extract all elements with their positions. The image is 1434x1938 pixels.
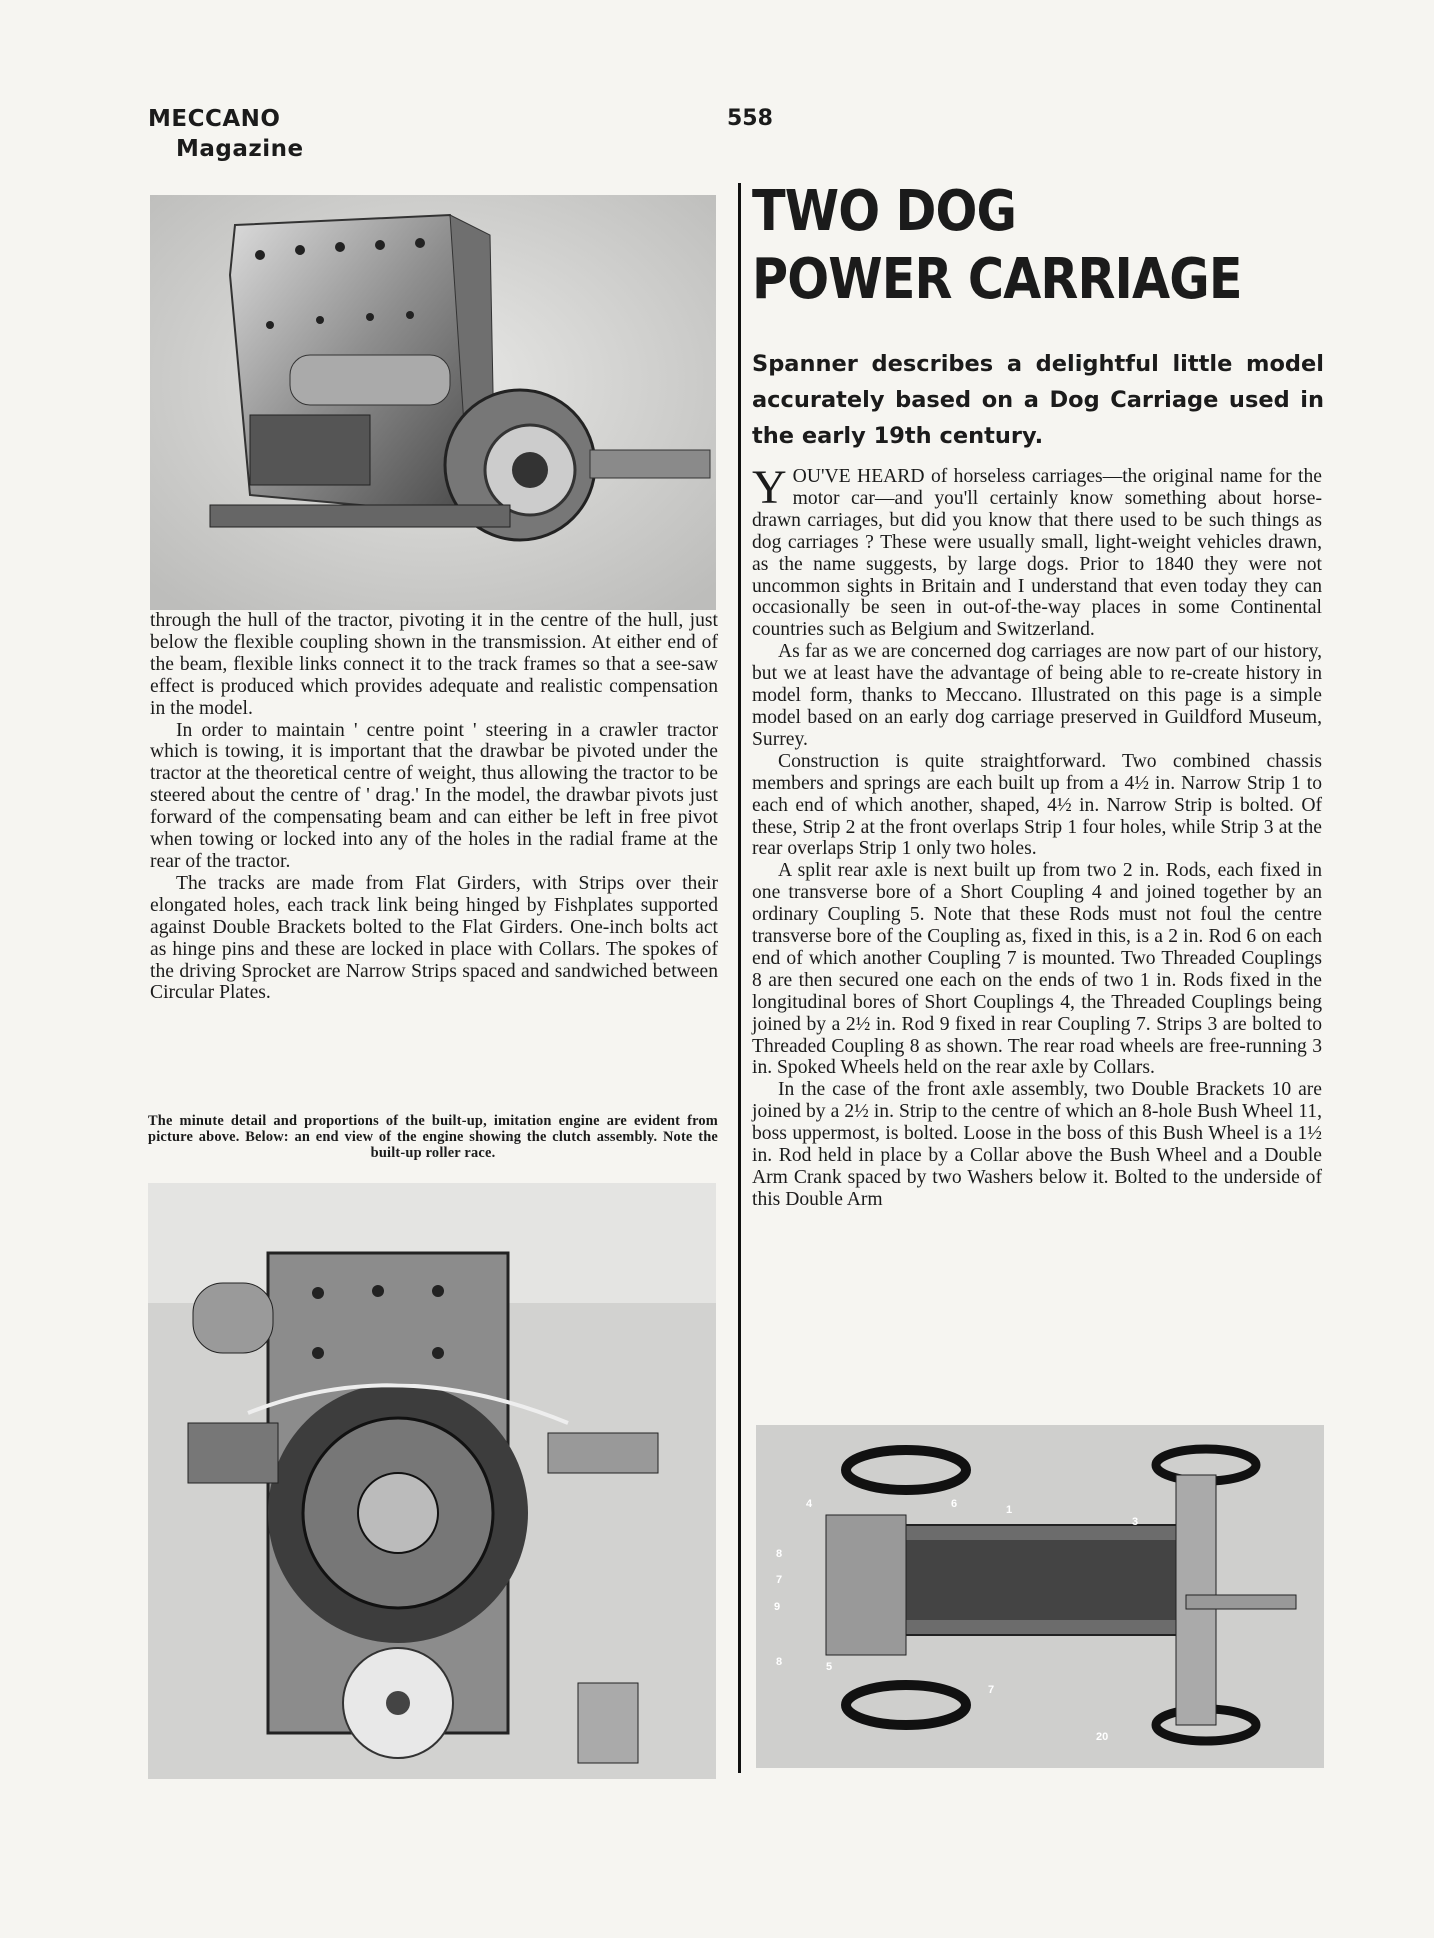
article-deck: Spanner describes a delightful little model accurately based on a Dog Carriage used in the early 19th century. bbox=[752, 351, 1324, 449]
article-paragraph bbox=[752, 461, 1322, 641]
part-label: 3 bbox=[1132, 1516, 1139, 1528]
masthead bbox=[148, 104, 304, 164]
article-paragraph: A split rear axle is next built up from two 2 in. Rods, each fixed in one transverse bore of a Short Coupling 4 and joined together by an ordinary Coupling 5. Note that these Rods must not foul the centre transverse bore of the Coupling as, fixed in this, is a 2 in. Rod 6 on each end of which another Coupling 7 is mounted. Two Threaded Couplings 8 are then secured one each on the ends of two 1 in. Rods fixed in the longitudinal bores of Short Couplings 4, the Threaded Couplings being joined by a 2½ in. Rod 9 fixed in rear Coupling 7. Strips 3 are bolted to Threaded Coupling 8 as shown. The rear road wheels are free-running 3 in. Spoked Wheels held on the rear axle by Collars. bbox=[752, 860, 1322, 1079]
part-label: 7 bbox=[776, 1574, 783, 1586]
engine-end-view-photo bbox=[148, 1183, 716, 1779]
left-paragraph: The tracks are made from Flat Girders, with Strips over their elongated holes, each track link being hinged by Fishplates supported against Double Brackets bolted to the Flat Girders. One-inch bolts act as hinge pins and these are locked in place with Collars. The spokes of the driving Sprocket are Narrow Strips spaced and sandwiched between Circular Plates. bbox=[150, 872, 718, 1004]
column-divider bbox=[738, 183, 741, 1773]
right-column-text bbox=[752, 461, 1322, 1211]
part-label: 5 bbox=[826, 1661, 833, 1673]
drop-cap: Y bbox=[752, 461, 787, 514]
article-paragraph: Construction is quite straightforward. Two combined chassis members and springs are each built up from a 4½ in. Narrow Strip 1 to each end of which another, shaped, 4½ in. Narrow Strip is bolted. Of these, Strip 2 at the front overlaps Strip 1 four holes, while Strip 3 at the rear overlaps Strip 1 only two holes. bbox=[752, 750, 1322, 860]
engine-model-photo bbox=[150, 195, 716, 610]
left-paragraph: In order to maintain ' centre point ' steering in a crawler tractor which is towing, it is important that the drawbar be pivoted under the tractor at the theoretical centre of weight, thus allowing the tractor to be steered about the centre of ' drag.' In the model, the drawbar pivots just forward of the compensating beam and can either be left in free pivot when towing or locked into any of the holes in the radial frame at the rear of the tractor. bbox=[150, 719, 718, 872]
dog-carriage-chassis-photo bbox=[756, 1425, 1324, 1768]
article-paragraph: As far as we are concerned dog carriages are now part of our history, but we at least have the advantage of being able to re-create history in model form, thanks to Meccano. Illustrated on this page is a simple model based on an early dog carriage preserved in Guildford Museum, Surrey. bbox=[752, 641, 1322, 750]
part-label: 6 bbox=[951, 1498, 958, 1510]
article-paragraph: In the case of the front axle assembly, two Double Brackets 10 are joined by a 2½ in. Strip to the centre of which an 8-hole Bush Wheel 11, boss uppermost, is bolted. Loose in the boss of this Bush Wheel is a 1½ in. Rod held in place by a Collar above the Bush Wheel and a Double Arm Crank spaced by two Washers below it. Bolted to the underside of this Double Arm bbox=[752, 1079, 1322, 1210]
left-column-text bbox=[150, 610, 718, 1004]
part-label: 4 bbox=[806, 1498, 813, 1510]
left-paragraph: through the hull of the tractor, pivoting it in the centre of the hull, just below the flexible coupling shown in the transmission. At either end of the beam, flexible links connect it to the track frames so that a see-saw effect is produced which provides adequate and realistic compensation in the model. bbox=[150, 610, 718, 719]
article-title bbox=[752, 178, 1262, 314]
masthead-subtitle: Magazine bbox=[176, 136, 304, 162]
part-label: 7 bbox=[988, 1684, 995, 1696]
article-paragraph-text: OU'VE HEARD of horseless carriages—the original name for the motor car—and you'll certainly know something about horse-drawn carriages, but did you know that there used to be such things as dog carriages ? These were usually small, light-weight vehicles drawn, as the name suggests, by large dogs. Prior to 1840 they were not uncommon sights in Britain and I understand that even today they can occasionally be seen in out-of-the-way places in some Continental countries such as Belgium and Switzerland. bbox=[752, 466, 1322, 641]
article-title-line: POWER CARRIAGE bbox=[752, 247, 1242, 312]
part-label: 9 bbox=[774, 1601, 781, 1613]
photo-caption: The minute detail and proportions of the built-up, imitation engine are evident from picture above. Below: an end view of the engine showing the clutch assembly. Note the built-up roller race. bbox=[148, 1113, 718, 1161]
part-label: 1 bbox=[1006, 1504, 1013, 1516]
part-label: 8 bbox=[776, 1548, 783, 1560]
part-label: 20 bbox=[1096, 1731, 1109, 1743]
article-title-line: TWO DOG bbox=[752, 179, 1017, 244]
part-label: 8 bbox=[776, 1656, 783, 1668]
masthead-title: MECCANO bbox=[148, 106, 281, 132]
page-number: 558 bbox=[727, 106, 773, 131]
